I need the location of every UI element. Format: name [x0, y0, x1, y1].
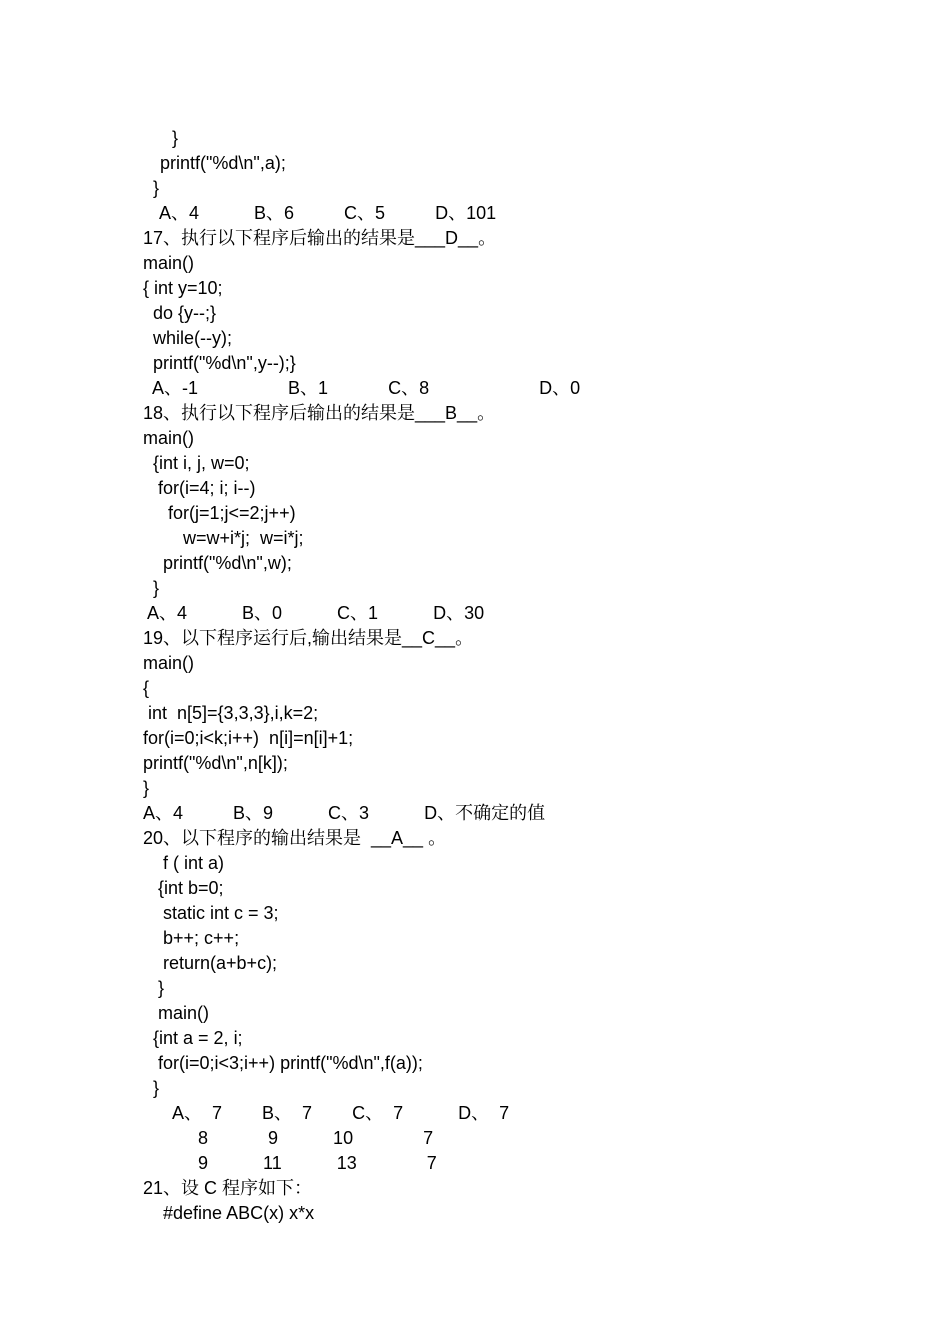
text-line: w=w+i*j; w=i*j; — [143, 528, 304, 548]
text-line: {int b=0; — [143, 878, 224, 898]
question-20-title: 20、以下程序的输出结果是 __A__ 。 — [143, 828, 447, 848]
text-line: {int a = 2, i; — [143, 1028, 243, 1048]
text-line: while(--y); — [143, 328, 232, 348]
text-line: do {y--;} — [143, 303, 217, 323]
text-line: #define ABC(x) x*x — [143, 1203, 315, 1223]
question-21-title: 21、设 C 程序如下： — [143, 1178, 313, 1198]
text-line: A、4 B、6 C、5 D、101 — [155, 203, 497, 223]
text-line: for(j=1;j<=2;j++) — [143, 503, 296, 523]
text-line: } — [143, 978, 165, 998]
text-line: printf("%d\n",w); — [143, 553, 292, 573]
text-line: {int i, j, w=0; — [143, 453, 250, 473]
text-line: for(i=0;i<3;i++) printf("%d\n",f(a)); — [143, 1053, 423, 1073]
question-19-options: A、4 B、9 C、3 D、不确定的值 — [143, 803, 546, 823]
question-19-title: 19、以下程序运行后,输出结果是__C__。 — [143, 628, 474, 648]
text-line: } — [143, 1078, 160, 1098]
text-line: main() — [143, 253, 195, 273]
text-line: main() — [143, 653, 195, 673]
text-line: main() — [143, 1003, 210, 1023]
text-line: { int y=10; — [143, 278, 223, 298]
text-line: } — [143, 778, 150, 798]
question-18-options: A、4 B、0 C、1 D、30 — [143, 603, 485, 623]
text-line: } — [162, 128, 179, 148]
text-line: return(a+b+c); — [143, 953, 278, 973]
text-line: } — [153, 178, 160, 198]
question-17-title: 17、执行以下程序后输出的结果是___D__。 — [143, 228, 497, 248]
question-20-options-row2: 8 9 10 7 — [143, 1128, 434, 1148]
text-line: static int c = 3; — [143, 903, 279, 923]
text-line: for(i=0;i<k;i++) n[i]=n[i]+1; — [143, 728, 354, 748]
text-line: b++; c++; — [143, 928, 240, 948]
question-18-title: 18、执行以下程序后输出的结果是___B__。 — [143, 403, 496, 423]
text-line: f ( int a) — [143, 853, 225, 873]
question-20-options: A、 7 B、 7 C、 7 D、 7 — [143, 1103, 510, 1123]
text-line: printf("%d\n",y--);} — [143, 353, 296, 373]
text-line: printf("%d\n",n[k]); — [143, 753, 288, 773]
text-line: } — [143, 578, 160, 598]
text-line: printf("%d\n",a); — [155, 153, 286, 173]
text-line: main() — [143, 428, 195, 448]
question-17-options: A、-1 B、1 C、8 D、0 — [143, 378, 581, 398]
text-line: int n[5]={3,3,3},i,k=2; — [143, 703, 319, 723]
question-20-options-row3: 9 11 13 7 — [143, 1153, 437, 1173]
text-line: for(i=4; i; i--) — [143, 478, 256, 498]
text-line: { — [143, 678, 150, 698]
